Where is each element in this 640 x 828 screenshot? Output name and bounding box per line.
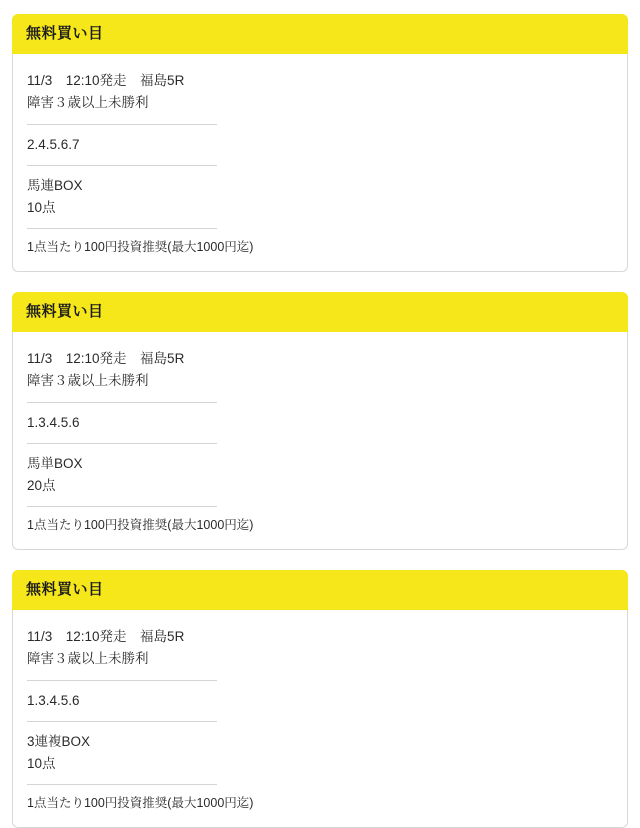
race-class: 障害３歳以上未勝利 <box>27 651 149 667</box>
investment-note: 1点当たり100円投資推奨(最大1000円迄) <box>27 240 254 255</box>
card-header-title: 無料買い目 <box>12 292 628 332</box>
bet-points: 10点 <box>27 200 56 216</box>
bet-card <box>12 292 628 550</box>
divider <box>27 402 217 403</box>
divider <box>27 721 217 722</box>
card-body <box>12 610 628 828</box>
divider <box>27 784 217 785</box>
divider <box>27 124 217 125</box>
investment-note: 1点当たり100円投資推奨(最大1000円迄) <box>27 796 254 811</box>
selected-numbers: 1.3.4.5.6 <box>27 692 80 708</box>
bet-type: 3連複BOX <box>27 733 91 749</box>
race-class: 障害３歳以上未勝利 <box>27 95 149 111</box>
race-info: 11/3 12:10発走 福島5R <box>27 73 185 88</box>
divider <box>27 443 217 444</box>
investment-note: 1点当たり100円投資推奨(最大1000円迄) <box>27 518 254 533</box>
selected-numbers: 2.4.5.6.7 <box>27 136 80 152</box>
bet-type: 馬単BOX <box>27 455 83 471</box>
card-header-title: 無料買い目 <box>12 570 628 610</box>
race-info: 11/3 12:10発走 福島5R <box>27 629 185 645</box>
bet-card <box>12 14 628 272</box>
bet-type: 馬連BOX <box>27 177 83 193</box>
race-info: 11/3 12:10発走 福島5R <box>27 351 185 367</box>
divider <box>27 506 217 507</box>
divider <box>27 228 217 229</box>
bet-points: 20点 <box>27 478 56 494</box>
divider <box>27 680 217 681</box>
selected-numbers: 1.3.4.5.6 <box>27 414 80 430</box>
card-body <box>12 54 628 272</box>
race-class: 障害３歳以上未勝利 <box>27 373 149 389</box>
divider <box>27 165 217 166</box>
bet-card <box>12 570 628 828</box>
bet-points: 10点 <box>27 756 56 772</box>
card-body <box>12 332 628 550</box>
card-header-title: 無料買い目 <box>12 14 628 54</box>
